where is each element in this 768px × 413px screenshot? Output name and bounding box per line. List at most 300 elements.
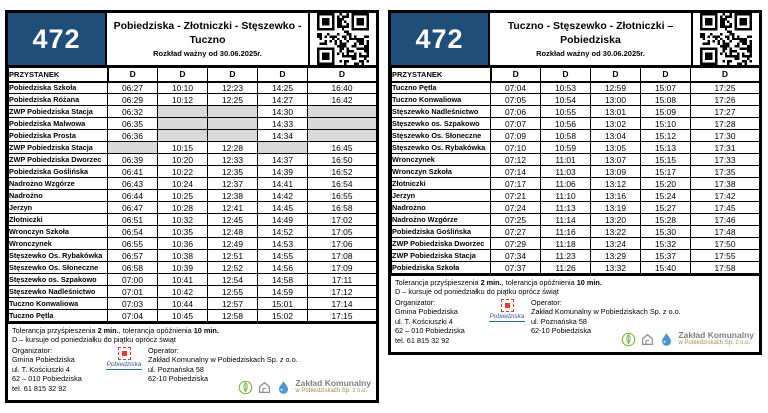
time-cell: 17:12	[308, 286, 377, 298]
time-cell: 10:24	[158, 178, 208, 190]
operator-label: Operator:	[531, 297, 562, 307]
time-cell: 17:05	[308, 226, 377, 238]
time-cell: 12:37	[208, 178, 258, 190]
timetable-row	[9, 166, 377, 178]
time-cell: 10:25	[158, 190, 208, 202]
timetable-row	[9, 226, 377, 238]
qr-code-image	[317, 13, 369, 65]
timetable-row	[9, 214, 377, 226]
timetable-row	[9, 298, 377, 310]
time-cell: 10:20	[158, 154, 208, 166]
operator-street: ul. Poznańska 58	[148, 364, 204, 374]
qr-code	[693, 13, 759, 65]
time-cell: 07:24	[491, 202, 541, 214]
zk-logo-cluster	[238, 379, 371, 395]
water-drop-icon	[276, 380, 291, 395]
timetable-left	[5, 10, 379, 403]
time-cell: 07:00	[108, 274, 158, 286]
timetable-row	[9, 238, 377, 250]
timetable-row	[9, 250, 377, 262]
time-cell: 14:52	[258, 226, 308, 238]
time-cell: 17:55	[691, 250, 760, 262]
timetable-row	[392, 202, 760, 214]
timetable-row	[392, 226, 760, 238]
time-cell: 07:10	[491, 142, 541, 154]
time-cell: 10:38	[158, 250, 208, 262]
stop-name-cell: Stęszewko os. Szpakowo	[392, 118, 491, 130]
time-cell: 12:54	[208, 274, 258, 286]
time-cell: 17:08	[308, 250, 377, 262]
time-cell: 07:01	[108, 286, 158, 298]
time-cell: 07:07	[491, 118, 541, 130]
time-cell: 14:59	[258, 286, 308, 298]
time-cell: 12:45	[208, 214, 258, 226]
time-cell: 14:55	[258, 250, 308, 262]
time-cell: 13:07	[591, 154, 641, 166]
timetable-row	[392, 154, 760, 166]
timetable-row	[392, 82, 760, 94]
time-cell: 14:41	[258, 178, 308, 190]
timetable-row	[9, 118, 377, 130]
time-cell: 13:02	[591, 118, 641, 130]
timetable-row	[392, 94, 760, 106]
stop-name-cell: Wronczynek	[9, 238, 108, 250]
time-cell: 13:19	[591, 202, 641, 214]
no-service-cell	[258, 142, 308, 154]
timetable-row	[9, 178, 377, 190]
time-cell: 17:48	[691, 226, 760, 238]
time-cell: 12:51	[208, 250, 258, 262]
pobiedziska-logo-text: Pobiedziska	[106, 361, 141, 370]
time-cell: 12:55	[208, 286, 258, 298]
time-cell: 11:13	[541, 202, 591, 214]
stop-name-cell: Pobiedziska Goślińska	[392, 226, 491, 238]
time-cell: 15:20	[641, 178, 691, 190]
time-cell: 12:23	[208, 82, 258, 94]
time-cell: 10:12	[158, 94, 208, 106]
column-header-d: D	[641, 68, 691, 82]
column-header-stop: PRZYSTANEK	[392, 68, 491, 82]
time-cell: 12:48	[208, 226, 258, 238]
timetable-row	[9, 262, 377, 274]
time-cell: 10:55	[541, 106, 591, 118]
stop-name-cell: Tuczno Pętla	[9, 310, 108, 322]
time-cell: 13:29	[591, 250, 641, 262]
time-cell: 17:46	[691, 214, 760, 226]
time-cell: 10:39	[158, 262, 208, 274]
house-icon	[257, 380, 272, 395]
zk-logo-text	[295, 379, 371, 395]
time-cell: 11:23	[541, 250, 591, 262]
water-drop-icon	[659, 332, 674, 347]
stop-name-cell: ZWP Pobiedziska Stacja	[392, 250, 491, 262]
time-cell: 10:42	[158, 286, 208, 298]
column-header-d: D	[541, 68, 591, 82]
time-cell: 10:15	[158, 142, 208, 154]
time-cell: 16:42	[308, 94, 377, 106]
time-cell: 12:28	[208, 142, 258, 154]
time-cell: 15:30	[641, 226, 691, 238]
no-service-cell	[308, 106, 377, 118]
timetable-row	[9, 190, 377, 202]
timetable-row	[9, 82, 377, 94]
time-cell: 15:37	[641, 250, 691, 262]
time-cell: 10:45	[158, 310, 208, 322]
timetable-row	[392, 106, 760, 118]
time-cell: 15:01	[258, 298, 308, 310]
time-cell: 12:57	[208, 298, 258, 310]
stop-name-cell: Nadrożno Wzgórze	[9, 178, 108, 190]
time-cell: 11:01	[541, 154, 591, 166]
column-header-d: D	[258, 68, 308, 82]
stop-name-cell: Stęszewko Os. Rybakówka	[9, 250, 108, 262]
time-cell: 13:04	[591, 130, 641, 142]
time-cell: 06:43	[108, 178, 158, 190]
column-header-row	[9, 68, 377, 82]
time-cell: 11:06	[541, 178, 591, 190]
time-cell: 13:16	[591, 190, 641, 202]
stop-name-cell: Stęszewko Nadleśnictwo	[9, 286, 108, 298]
time-cell: 15:32	[641, 238, 691, 250]
time-cell: 10:56	[541, 118, 591, 130]
time-cell: 15:10	[641, 118, 691, 130]
time-cell: 06:36	[108, 130, 158, 142]
organizer-label: Organizator:	[395, 297, 436, 307]
time-cell: 07:17	[491, 178, 541, 190]
time-cell: 17:58	[691, 262, 760, 274]
zk-logo-subtitle: w Pobiedziskach Sp. z o.o.	[678, 340, 751, 347]
time-cell: 13:24	[591, 238, 641, 250]
stop-name-cell: Pobiedziska Różana	[9, 94, 108, 106]
time-cell: 07:03	[108, 298, 158, 310]
time-cell: 12:59	[591, 82, 641, 94]
stop-name-cell: Stęszewko Os. Rybakówka	[392, 142, 491, 154]
timetable-row	[392, 130, 760, 142]
service-legend: D – kursuje od poniedziałku do piątku oprócz świąt	[12, 335, 176, 345]
time-cell: 06:32	[108, 106, 158, 118]
time-cell: 13:05	[591, 142, 641, 154]
no-service-cell	[308, 118, 377, 130]
time-cell: 17:35	[691, 166, 760, 178]
time-cell: 06:39	[108, 154, 158, 166]
time-cell: 17:11	[308, 274, 377, 286]
tolerance-note: Tolerancja przyśpieszenia 2 min., tolerancja opóźnienia 10 min.	[12, 326, 219, 335]
time-cell: 12:52	[208, 262, 258, 274]
column-header-stop: PRZYSTANEK	[9, 68, 108, 82]
validity-note: Rozkład ważny od 30.06.2025r.	[153, 48, 262, 58]
time-cell: 14:27	[258, 94, 308, 106]
time-cell: 17:28	[691, 118, 760, 130]
organizer-street: ul. T. Kościuszki 4	[395, 316, 453, 326]
organizer-postal: 62 – 010 Pobiedziska	[12, 374, 82, 384]
zk-logo-cluster	[621, 331, 754, 347]
time-cell: 11:14	[541, 214, 591, 226]
time-cell: 14:56	[258, 262, 308, 274]
operator-name: Zakład Komunalny w Pobiedziskach Sp. z o.o.	[531, 307, 681, 317]
time-cell: 07:27	[491, 226, 541, 238]
route-title-cell	[490, 13, 693, 65]
time-cell: 14:49	[258, 214, 308, 226]
no-service-cell	[158, 106, 208, 118]
route-title: Pobiedziska - Złotniczki - Stęszewko - Tuczno	[113, 20, 302, 46]
organizer-phone: tel. 61 815 32 92	[12, 383, 67, 393]
time-cell: 17:31	[691, 142, 760, 154]
time-cell: 07:12	[491, 154, 541, 166]
time-cell: 12:58	[208, 310, 258, 322]
time-cell: 07:29	[491, 238, 541, 250]
zk-logo-subtitle: w Pobiedziskach Sp. z o.o.	[295, 388, 368, 395]
time-cell: 15:07	[641, 82, 691, 94]
stop-name-cell: Wronczyn Szkoła	[392, 166, 491, 178]
organizer-street: ul. T. Kościuszki 4	[12, 364, 70, 374]
tolerance-note: Tolerancja przyśpieszenia 2 min., tolerancja opóźnienia 10 min.	[395, 278, 602, 287]
column-header-d: D	[108, 68, 158, 82]
time-cell: 06:41	[108, 166, 158, 178]
timetable-row	[9, 94, 377, 106]
timetable-row	[392, 238, 760, 250]
no-service-cell	[208, 130, 258, 142]
route-title-cell	[107, 13, 310, 65]
time-cell: 10:28	[158, 202, 208, 214]
time-cell: 15:12	[641, 130, 691, 142]
timetable-row	[392, 262, 760, 274]
stop-name-cell: Stęszewko Os. Słoneczne	[9, 262, 108, 274]
time-cell: 15:27	[641, 202, 691, 214]
time-cell: 13:09	[591, 166, 641, 178]
route-title: Tuczno - Stęszewko - Złotniczki – Pobiedziska	[507, 20, 674, 46]
house-icon	[640, 332, 655, 347]
time-cell: 14:53	[258, 238, 308, 250]
time-cell: 07:05	[491, 94, 541, 106]
column-header-row	[392, 68, 760, 82]
time-cell: 11:03	[541, 166, 591, 178]
stop-name-cell: Pobiedziska Goślińska	[9, 166, 108, 178]
timetable-row	[9, 310, 377, 322]
operator-postal: 62-10 Pobiedziska	[531, 326, 592, 336]
time-cell: 10:54	[541, 94, 591, 106]
timetable-right-header	[391, 13, 759, 67]
time-cell: 16:40	[308, 82, 377, 94]
zk-logo-name: Zakład Komunalny	[678, 330, 754, 341]
time-cell: 10:58	[541, 130, 591, 142]
timetable-row	[392, 166, 760, 178]
stop-name-cell: Złotniczki	[9, 214, 108, 226]
stop-name-cell: Wronczynek	[392, 154, 491, 166]
timetable-right	[388, 10, 762, 355]
time-cell: 06:51	[108, 214, 158, 226]
no-service-cell	[208, 106, 258, 118]
stop-name-cell: Stęszewko os. Szpakowo	[9, 274, 108, 286]
time-cell: 17:45	[691, 202, 760, 214]
operator-street: ul. Poznańska 58	[531, 316, 587, 326]
time-cell: 07:06	[491, 106, 541, 118]
stop-name-cell: Wronczyn Szkoła	[9, 226, 108, 238]
timetable-left-footer	[8, 322, 376, 400]
timetable-row	[9, 142, 377, 154]
column-header-d: D	[208, 68, 258, 82]
validity-note: Rozkład ważny od 30.06.2025r.	[536, 48, 645, 58]
timetable-row	[392, 250, 760, 262]
column-header-d: D	[691, 68, 760, 82]
time-cell: 07:25	[491, 214, 541, 226]
time-cell: 16:45	[308, 142, 377, 154]
time-cell: 07:34	[491, 250, 541, 262]
qr-code-image	[700, 13, 752, 65]
timetable-row	[9, 202, 377, 214]
organizer-block	[12, 346, 100, 393]
time-cell: 16:55	[308, 190, 377, 202]
timetable-row	[392, 214, 760, 226]
organizer-label: Organizator:	[12, 345, 53, 355]
time-cell: 06:58	[108, 262, 158, 274]
time-cell: 17:25	[691, 82, 760, 94]
timetable-grid	[8, 67, 377, 322]
route-number-badge: 472	[8, 13, 107, 65]
time-cell: 06:54	[108, 226, 158, 238]
pobiedziska-logo-icon	[118, 347, 131, 360]
time-cell: 14:58	[258, 274, 308, 286]
timetable-left-header	[8, 13, 376, 67]
time-cell: 07:04	[491, 82, 541, 94]
time-cell: 11:26	[541, 262, 591, 274]
time-cell: 15:17	[641, 166, 691, 178]
time-cell: 12:35	[208, 166, 258, 178]
stop-name-cell: Złotniczki	[392, 178, 491, 190]
zk-logo-name: Zakład Komunalny	[295, 378, 371, 389]
time-cell: 16:54	[308, 178, 377, 190]
no-service-cell	[158, 130, 208, 142]
time-cell: 06:44	[108, 190, 158, 202]
time-cell: 16:58	[308, 202, 377, 214]
time-cell: 10:22	[158, 166, 208, 178]
stop-name-cell: Pobiedziska Szkoła	[9, 82, 108, 94]
time-cell: 15:40	[641, 262, 691, 274]
time-cell: 16:50	[308, 154, 377, 166]
stop-name-cell: Nadrożno	[9, 190, 108, 202]
operator-name: Zakład Komunalny w Pobiedziskach Sp. z o.o.	[148, 355, 298, 365]
time-cell: 10:36	[158, 238, 208, 250]
stop-name-cell: Jerzyn	[392, 190, 491, 202]
time-cell: 06:35	[108, 118, 158, 130]
time-cell: 06:55	[108, 238, 158, 250]
timetable-row	[9, 274, 377, 286]
no-service-cell	[158, 118, 208, 130]
time-cell: 15:08	[641, 94, 691, 106]
time-cell: 17:26	[691, 94, 760, 106]
time-cell: 14:37	[258, 154, 308, 166]
no-service-cell	[108, 142, 158, 154]
operator-postal: 62-10 Pobiedziska	[148, 374, 209, 384]
column-header-d: D	[158, 68, 208, 82]
stop-name-cell: Tuczno Konwaliowa	[9, 298, 108, 310]
time-cell: 12:38	[208, 190, 258, 202]
time-cell: 17:14	[308, 298, 377, 310]
time-cell: 14:34	[258, 130, 308, 142]
stop-name-cell: ZWP Pobiedziska Stacja	[9, 142, 108, 154]
pobiedziska-logo-icon	[501, 299, 514, 312]
stop-name-cell: Stęszewko Nadleśnictwo	[392, 106, 491, 118]
time-cell: 14:39	[258, 166, 308, 178]
time-cell: 15:09	[641, 106, 691, 118]
time-cell: 17:33	[691, 154, 760, 166]
time-cell: 16:52	[308, 166, 377, 178]
time-cell: 14:42	[258, 190, 308, 202]
time-cell: 13:00	[591, 94, 641, 106]
stop-name-cell: Jerzyn	[9, 202, 108, 214]
pobiedziska-logo	[483, 298, 531, 345]
time-cell: 06:29	[108, 94, 158, 106]
leaf-icon	[621, 332, 636, 347]
organizer-name: Gmina Pobiedziska	[12, 355, 75, 365]
stop-name-cell: Pobiedziska Szkoła	[392, 262, 491, 274]
operator-label: Operator:	[148, 345, 179, 355]
pobiedziska-logo-text: Pobiedziska	[489, 313, 524, 322]
time-cell: 11:10	[541, 190, 591, 202]
zk-logo-text	[678, 331, 754, 347]
timetable-right-footer	[391, 274, 759, 352]
organizer-phone: tel. 61 815 32 92	[395, 335, 450, 345]
time-cell: 10:10	[158, 82, 208, 94]
timetable-grid	[391, 67, 760, 274]
column-header-d: D	[308, 68, 377, 82]
time-cell: 10:32	[158, 214, 208, 226]
time-cell: 15:02	[258, 310, 308, 322]
service-legend: D – kursuje od poniedziałku do piątku oprócz świąt	[395, 287, 559, 297]
organizer-name: Gmina Pobiedziska	[395, 307, 458, 317]
leaf-icon	[238, 380, 253, 395]
pobiedziska-logo	[100, 346, 148, 393]
timetable-row	[9, 286, 377, 298]
time-cell: 07:21	[491, 190, 541, 202]
time-cell: 07:14	[491, 166, 541, 178]
time-cell: 17:50	[691, 238, 760, 250]
timetable-row	[9, 154, 377, 166]
time-cell: 14:45	[258, 202, 308, 214]
time-cell: 07:04	[108, 310, 158, 322]
time-cell: 17:42	[691, 190, 760, 202]
time-cell: 15:28	[641, 214, 691, 226]
time-cell: 07:37	[491, 262, 541, 274]
time-cell: 14:33	[258, 118, 308, 130]
no-service-cell	[208, 118, 258, 130]
time-cell: 13:01	[591, 106, 641, 118]
stop-name-cell: Stęszewko Os. Słoneczne	[392, 130, 491, 142]
stop-name-cell: Nadrożno Wzgórze	[392, 214, 491, 226]
stop-name-cell: ZWP Pobiedziska Dworzec	[9, 154, 108, 166]
route-number-badge: 472	[391, 13, 490, 65]
stop-name-cell: Tuczno Pętla	[392, 82, 491, 94]
time-cell: 11:18	[541, 238, 591, 250]
stop-name-cell: ZWP Pobiedziska Dworzec	[392, 238, 491, 250]
stop-name-cell: ZWP Pobiedziska Stacja	[9, 106, 108, 118]
organizer-postal: 62 – 010 Pobiedziska	[395, 326, 465, 336]
timetable-row	[9, 106, 377, 118]
qr-code	[310, 13, 376, 65]
organizer-block	[395, 298, 483, 345]
timetable-row	[392, 142, 760, 154]
time-cell: 14:25	[258, 82, 308, 94]
timetable-row	[9, 130, 377, 142]
time-cell: 12:25	[208, 94, 258, 106]
time-cell: 15:15	[641, 154, 691, 166]
time-cell: 10:41	[158, 274, 208, 286]
time-cell: 10:44	[158, 298, 208, 310]
timetable-row	[392, 190, 760, 202]
time-cell: 10:53	[541, 82, 591, 94]
time-cell: 11:16	[541, 226, 591, 238]
time-cell: 13:22	[591, 226, 641, 238]
stop-name-cell: Pobiedziska Prosta	[9, 130, 108, 142]
